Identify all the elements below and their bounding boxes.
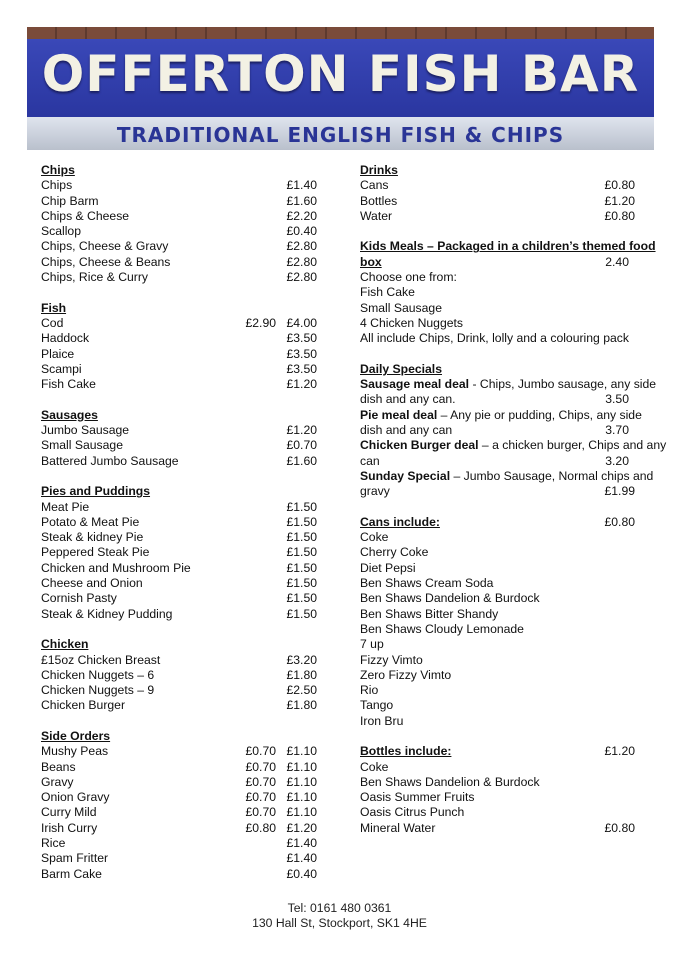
item-name: Mineral Water — [360, 820, 436, 835]
item-name: Chip Barm — [41, 193, 99, 208]
item-price: £2.80 — [286, 254, 317, 269]
list-item: Tango — [360, 698, 394, 713]
item-name: Beans — [41, 759, 76, 774]
item-name: Steak & Kidney Pudding — [41, 606, 173, 621]
item-price: £0.80 — [604, 208, 635, 223]
kids-meals-heading-cont: box — [360, 254, 382, 269]
item-price: £1.50 — [286, 560, 317, 575]
section-heading: Side Orders — [41, 728, 111, 743]
deal-line-price — [360, 423, 635, 438]
menu-item — [41, 653, 317, 668]
item-name: Scampi — [41, 361, 82, 376]
menu-item — [41, 607, 317, 622]
menu-item — [41, 331, 317, 346]
address: 130 Hall St, Stockport, SK1 4HE — [252, 916, 427, 931]
menu-item — [41, 209, 317, 224]
item-name: Potato & Meat Pie — [41, 514, 140, 529]
deal-price: 3.20 — [605, 453, 629, 468]
menu-item — [41, 454, 317, 469]
deal-description-cont: can — [360, 453, 380, 468]
item-price: £1.40 — [286, 178, 317, 193]
shop-name: OFFERTON FISH BAR — [41, 45, 640, 103]
item-name: Cod — [41, 315, 64, 330]
item-name: Gravy — [41, 774, 74, 789]
item-name: Cans — [360, 178, 389, 193]
kids-meal-line: Fish Cake — [360, 285, 415, 300]
list-item: Ben Shaws Dandelion & Burdock — [360, 774, 540, 789]
kids-meal-line: Small Sausage — [360, 300, 442, 315]
item-price: £2.50 — [286, 683, 317, 698]
item-name: Chips, Cheese & Beans — [41, 254, 171, 269]
item-price: £1.20 — [286, 423, 317, 438]
deal-price: 3.70 — [605, 423, 629, 438]
menu-item — [41, 255, 317, 270]
item-price: £0.40 — [286, 224, 317, 239]
deal-description-cont: dish and any can. — [360, 392, 456, 407]
item-name: Chicken Nuggets – 9 — [41, 683, 155, 698]
bottles-heading-row — [360, 744, 635, 759]
item-price: £1.10 — [286, 805, 317, 820]
menu-item — [41, 851, 317, 866]
menu-left-column — [41, 163, 317, 897]
item-name: Chips, Rice & Curry — [41, 270, 149, 285]
menu-item — [41, 744, 317, 759]
item-price: £1.40 — [286, 851, 317, 866]
item-price: £1.40 — [286, 836, 317, 851]
list-item: Zero Fizzy Vimto — [360, 667, 452, 682]
list-item: Ben Shaws Cloudy Lemonade — [360, 621, 524, 636]
item-price: £1.10 — [286, 744, 317, 759]
list-item: Iron Bru — [360, 713, 404, 728]
item-price: £4.00 — [286, 315, 317, 330]
item-price: £0.40 — [286, 866, 317, 881]
phone-number: Tel: 0161 480 0361 — [287, 901, 392, 915]
menu-item — [41, 270, 317, 285]
item-name: Meat Pie — [41, 499, 90, 514]
section-heading: Sausages — [41, 407, 98, 422]
item-price: £2.80 — [286, 239, 317, 254]
menu-item — [41, 515, 317, 530]
menu-item — [41, 239, 317, 254]
menu-item — [41, 775, 317, 790]
kids-meal-line: All include Chips, Drink, lolly and a colouring pack — [360, 331, 629, 346]
item-price: £1.50 — [286, 606, 317, 621]
item-name: Mushy Peas — [41, 744, 109, 759]
deal-price: 3.50 — [605, 392, 629, 407]
item-price: £3.50 — [286, 331, 317, 346]
cans-section — [360, 515, 635, 729]
list-item: Ben Shaws Dandelion & Burdock — [360, 591, 540, 606]
menu-section — [41, 163, 317, 285]
item-name: Barm Cake — [41, 866, 102, 881]
section-heading: Pies and Puddings — [41, 484, 151, 499]
deal-description-cont: gravy — [360, 484, 390, 499]
item-name: £15oz Chicken Breast — [41, 652, 161, 667]
list-item: Diet Pepsi — [360, 560, 416, 575]
item-name: Chips & Cheese — [41, 208, 130, 223]
bottles-section — [360, 744, 635, 836]
menu-item — [360, 178, 635, 193]
item-name: Haddock — [41, 331, 90, 346]
list-item: Rio — [360, 683, 379, 698]
list-item: Coke — [360, 530, 389, 545]
menu-item — [41, 316, 317, 331]
menu-item — [41, 347, 317, 362]
item-price: £1.60 — [286, 193, 317, 208]
menu-item — [41, 423, 317, 438]
kids-meals-heading-row — [360, 255, 635, 270]
menu-item — [41, 224, 317, 239]
item-price: £3.50 — [286, 346, 317, 361]
menu-section — [41, 484, 317, 622]
menu-item — [360, 821, 635, 836]
menu-section — [41, 729, 317, 882]
item-name: Cheese and Onion — [41, 576, 143, 591]
menu-item — [41, 438, 317, 453]
menu-item — [360, 194, 635, 209]
menu-item — [41, 561, 317, 576]
item-price-small: £0.70 — [245, 759, 276, 774]
item-price: £1.80 — [286, 667, 317, 682]
menu-item — [41, 377, 317, 392]
daily-specials-section — [360, 361, 667, 500]
menu-item — [41, 545, 317, 560]
section-heading: Chicken — [41, 637, 89, 652]
item-name: Chicken Burger — [41, 698, 125, 713]
cans-price: £0.80 — [604, 514, 635, 529]
item-price: £1.50 — [286, 530, 317, 545]
deal-description: – Any pie or pudding, Chips, any side — [437, 407, 642, 422]
menu-item — [41, 362, 317, 377]
item-name: Small Sausage — [41, 438, 123, 453]
special-deal — [360, 468, 654, 500]
kids-meal-line: 4 Chicken Nuggets — [360, 315, 463, 330]
item-price: £2.20 — [286, 208, 317, 223]
list-item: Oasis Summer Fruits — [360, 790, 475, 805]
item-price-small: £0.70 — [245, 790, 276, 805]
menu-item — [41, 760, 317, 775]
menu-item — [41, 867, 317, 882]
item-price: £1.50 — [286, 499, 317, 514]
item-price: £0.80 — [604, 178, 635, 193]
list-item: Coke — [360, 759, 389, 774]
menu-section — [41, 408, 317, 469]
deal-line — [360, 438, 667, 453]
menu-section — [41, 301, 317, 393]
special-deal — [360, 438, 667, 469]
menu-item — [41, 698, 317, 713]
bottles-price: £1.20 — [604, 744, 635, 759]
item-name: Curry Mild — [41, 805, 97, 820]
kids-meals-section — [360, 239, 656, 346]
list-item: Ben Shaws Cream Soda — [360, 576, 494, 591]
item-price: £1.10 — [286, 774, 317, 789]
section-heading: Fish — [41, 300, 67, 315]
kids-meals-price: 2.40 — [605, 254, 629, 269]
deal-line — [360, 377, 657, 392]
menu-item — [41, 530, 317, 545]
item-price: £1.60 — [286, 453, 317, 468]
item-price-small: £0.70 — [245, 744, 276, 759]
item-price-small: £0.70 — [245, 774, 276, 789]
item-name: Irish Curry — [41, 820, 98, 835]
item-name: Water — [360, 208, 393, 223]
item-name: Cornish Pasty — [41, 591, 117, 606]
item-price: £1.10 — [286, 759, 317, 774]
item-name: Peppered Steak Pie — [41, 545, 150, 560]
item-price: £0.70 — [286, 438, 317, 453]
menu-item — [41, 668, 317, 683]
section-heading: Chips — [41, 163, 75, 177]
special-deal — [360, 407, 642, 439]
cans-heading-row — [360, 515, 635, 530]
item-price: £1.10 — [286, 790, 317, 805]
list-item: Oasis Citrus Punch — [360, 805, 465, 820]
deal-line-price — [360, 484, 635, 499]
menu-item — [41, 790, 317, 805]
deal-description: - Chips, Jumbo sausage, any side — [469, 377, 657, 392]
deal-price: £1.99 — [604, 484, 635, 499]
deal-line-price — [360, 392, 635, 407]
deal-description: – a chicken burger, Chips and any — [478, 438, 667, 453]
item-name: Scallop — [41, 224, 81, 239]
menu-item — [41, 683, 317, 698]
item-name: Jumbo Sausage — [41, 423, 130, 438]
deal-description: – Jumbo Sausage, Normal chips and — [450, 468, 654, 483]
item-name: Plaice — [41, 346, 75, 361]
drinks-section — [360, 163, 635, 224]
deal-line-price — [360, 454, 635, 469]
kids-meals-heading: Kids Meals – Packaged in a children’s themed food — [360, 239, 656, 254]
menu-item — [41, 500, 317, 515]
item-name: Onion Gravy — [41, 790, 110, 805]
menu-item — [41, 591, 317, 606]
section-heading: Drinks — [360, 163, 398, 177]
item-price: £2.80 — [286, 270, 317, 285]
menu-item — [41, 821, 317, 836]
kids-meal-line: Choose one from: — [360, 270, 457, 285]
deal-line — [360, 468, 654, 484]
item-price-small: £2.90 — [245, 315, 276, 330]
menu-section — [41, 637, 317, 713]
deal-name: Sausage meal deal — [360, 377, 470, 392]
item-name: Bottles — [360, 193, 398, 208]
item-price: £1.20 — [286, 377, 317, 392]
menu-item — [41, 178, 317, 193]
contact-footer — [0, 901, 679, 932]
deal-name: Sunday Special — [360, 468, 451, 483]
item-price: £1.20 — [604, 193, 635, 208]
menu-right-column — [360, 163, 667, 851]
menu-item — [41, 576, 317, 591]
list-item: Cherry Coke — [360, 545, 429, 560]
item-price: £3.50 — [286, 361, 317, 376]
section-heading: Daily Specials — [360, 361, 442, 376]
shop-sign-banner — [27, 27, 654, 150]
item-name: Battered Jumbo Sausage — [41, 453, 179, 468]
deal-name: Chicken Burger deal — [360, 438, 479, 453]
special-deal — [360, 377, 657, 408]
item-price: £1.50 — [286, 545, 317, 560]
item-name: Fish Cake — [41, 377, 96, 392]
item-price: £1.50 — [286, 576, 317, 591]
item-price: £1.50 — [286, 514, 317, 529]
item-price: £0.80 — [604, 820, 635, 835]
item-price: £1.20 — [286, 820, 317, 835]
menu-item — [360, 209, 635, 224]
list-item: 7 up — [360, 637, 384, 652]
list-item: Fizzy Vimto — [360, 652, 423, 667]
item-name: Spam Fritter — [41, 851, 109, 866]
item-price: £1.80 — [286, 698, 317, 713]
item-name: Chips, Cheese & Gravy — [41, 239, 169, 254]
shop-tagline: TRADITIONAL ENGLISH FISH & CHIPS — [116, 123, 565, 147]
section-heading: Bottles include: — [360, 744, 452, 759]
section-heading: Cans include: — [360, 514, 440, 529]
menu-item — [41, 836, 317, 851]
deal-name: Pie meal deal — [360, 407, 438, 422]
menu-item — [41, 194, 317, 209]
item-name: Chicken and Mushroom Pie — [41, 560, 191, 575]
deal-description-cont: dish and any can — [360, 423, 453, 438]
list-item: Ben Shaws Bitter Shandy — [360, 606, 499, 621]
item-name: Rice — [41, 836, 66, 851]
deal-line — [360, 407, 642, 423]
item-name: Chicken Nuggets – 6 — [41, 667, 155, 682]
item-price-small: £0.80 — [245, 820, 276, 835]
menu-item — [41, 805, 317, 820]
item-name: Chips — [41, 178, 73, 193]
item-name: Steak & kidney Pie — [41, 530, 144, 545]
item-price: £3.20 — [286, 652, 317, 667]
item-price: £1.50 — [286, 591, 317, 606]
item-price-small: £0.70 — [245, 805, 276, 820]
